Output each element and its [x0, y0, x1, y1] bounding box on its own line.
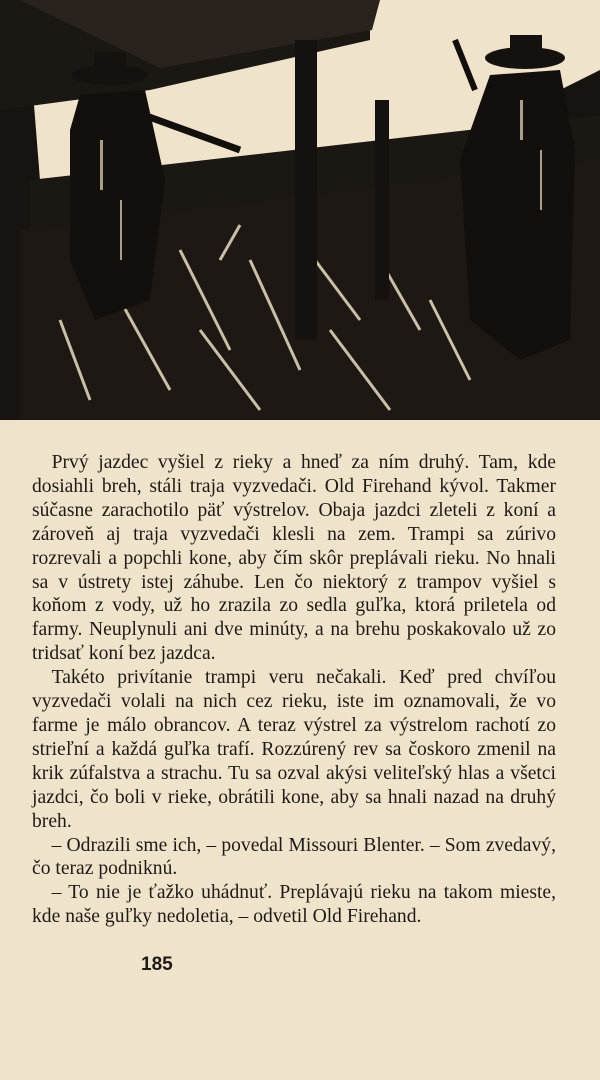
paragraph: – Odrazili sme ich, – povedal Missouri Blenter. – Som zvedavý, čo teraz podniknú.: [32, 834, 556, 880]
paragraph: – To nie je ťažko uhádnuť. Preplávajú rieku na takom mieste, kde naše guľky nedoletia, – odvetil Old Firehand.: [32, 882, 556, 928]
body-text: [32, 451, 556, 929]
paragraph: Takéto privítanie trampi veru nečakali. Keď pred chvíľou vyzvedači volali na nich cez rieku, iste im oznamovali, že vo farme je málo obrancov. A teraz výstrel za výstrelom rachotí zo strieľní a každá guľka trafí. Rozzúrený rev sa čoskoro zmenil na krik zúfalstva a strachu. Tu sa ozval akýsi veliteľský hlas a všetci jazdci, čo boli v rieke, obrátili kone, aby sa hnali nazad na druhý breh.: [32, 667, 556, 832]
page-number: 185: [141, 954, 173, 975]
two-gunmen-at-fence-illustration: [0, 0, 600, 420]
illustration: [0, 0, 600, 420]
paragraph: Prvý jazdec vyšiel z rieky a hneď za ním druhý. Tam, kde dosiahli breh, stáli traja vyzvedači. Old Firehand kývol. Takmer súčasne zarachotilo päť výstrelov. Obaja jazdci zleteli z koní a zároveň aj traja vyzvedači klesli na zem. Trampi sa zúrivo rozrevali a popchli kone, aby čím skôr preplávali rieku. No hnali sa v ústrety istej záhube. Len čo niektorý z trampov vyšiel s koňom z vody, už ho zrazila zo sedla guľka, ktorá priletela od farmy. Neuplynuli ani dve minúty, a na brehu poskakovalo už zo tridsať koní bez jazdca.: [32, 452, 556, 665]
